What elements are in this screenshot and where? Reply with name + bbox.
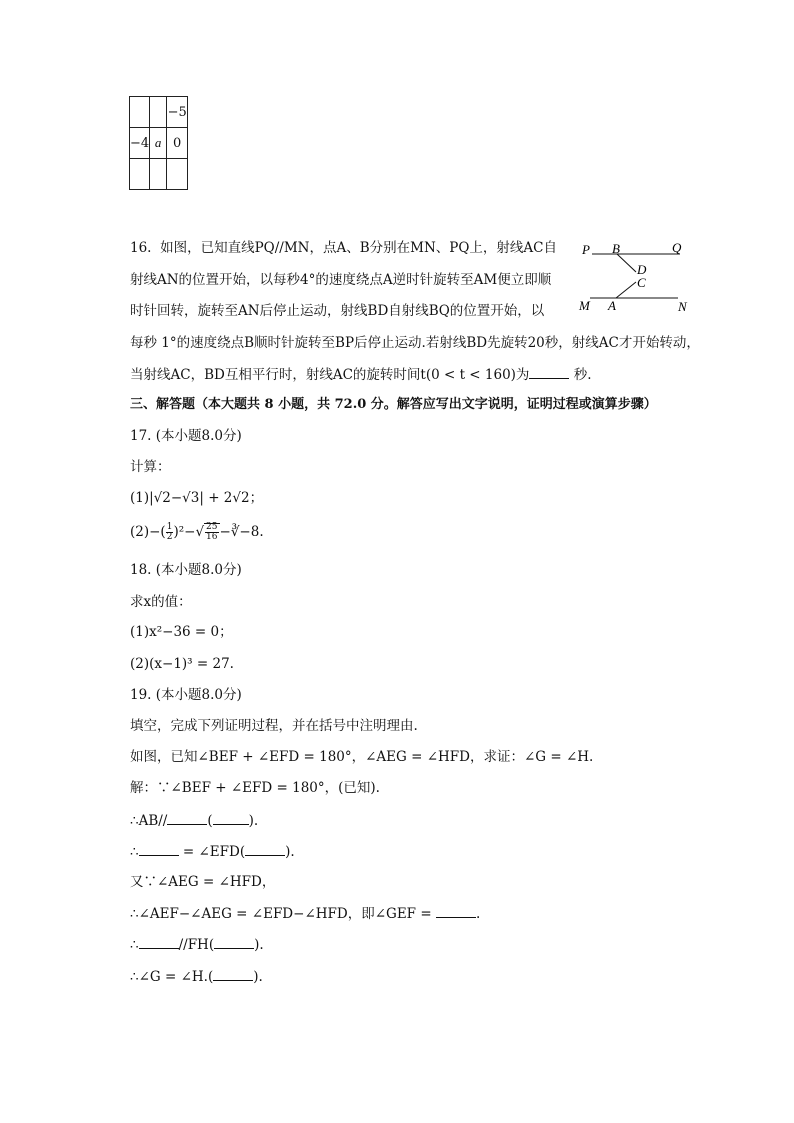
q19-text: ). [253,969,263,985]
label-B: B [612,241,620,256]
q19-step-5 [130,934,264,955]
q19-text: ). [285,844,295,860]
q17-text: −∛−8. [219,524,264,540]
q19-text: . [475,906,481,922]
grid-cell [150,97,167,128]
q19-step-2 [130,841,295,862]
reason-blank[interactable] [245,841,285,856]
answer-blank[interactable] [139,934,179,949]
grid-cell: 0 [167,128,188,159]
label-P: P [582,242,590,257]
q17-intro: 计算： [130,459,171,475]
grid-cell: −5 [167,97,188,128]
grid-cell [167,159,188,190]
q18-intro: 求x的值： [130,594,192,610]
q19-text: ∴∠G = ∠H.( [130,969,214,985]
q19-text: ( [207,813,213,829]
q16-figure [570,236,700,316]
q16-line-4: 每秒 1°的速度绕点B顺时针旋转至BP后停止运动.若射线BD先旋转20秒，射线AC才开始转动， [130,335,700,351]
q19-text: ∴ [130,937,139,953]
q16-text: 秒. [569,367,592,383]
q18-header: 18. (本小题8.0分) [130,562,242,578]
q19-text: //FH( [178,937,215,953]
number-grid [129,96,188,190]
q16-number: 16. [130,240,152,256]
grid-cell [150,159,167,190]
answer-blank[interactable] [529,364,569,379]
q19-step-3: 又∵∠AEG = ∠HFD， [130,874,276,890]
q16-line-3: 时针回转，旋转至AN后停止运动，射线BD自射线BQ的位置开始，以 [130,303,545,319]
q19-header: 19. (本小题8.0分) [130,687,242,703]
reason-blank[interactable] [213,966,253,981]
grid-cell [130,97,150,128]
q19-step-6 [130,966,263,987]
section-header: 三、解答题（本大题共 8 小题，共 72.0 分。解答应写出文字说明，证明过程或演算步骤） [130,397,657,412]
answer-blank[interactable] [167,810,207,825]
q19-text: ). [248,813,259,829]
label-M: M [579,298,590,313]
q19-text: ∴AB// [130,813,168,829]
q17-part1: (1)|√2−√3| + 2√2； [130,490,264,506]
q19-text: ). [254,937,264,953]
q16-text: 如图，已知直线PQ//MN，点A、B分别在MN、PQ上，射线AC自 [160,240,557,256]
label-N: N [678,299,687,314]
label-A: A [608,298,616,313]
q19-text: ∴ [130,844,139,860]
q17-text: )²− [173,524,196,540]
label-D: D [637,262,647,277]
q17-header: 17. (本小题8.0分) [130,428,242,444]
q16-text: 当射线AC，BD互相平行时，射线AC的旋转时间t(0 < t < 160)为 [130,367,530,383]
label-C: C [637,275,646,290]
frac-den: 16 [206,532,218,542]
grid-cell: −4 [130,128,150,159]
grid-cell [130,159,150,190]
q17-text: (2)−( [130,524,166,540]
fraction [205,523,218,542]
q16-line-5 [130,364,592,385]
q16-line-1 [130,238,557,258]
q19-step-4 [130,903,480,924]
q19-text: = ∠EFD( [178,844,246,860]
q17-part2: (2)−( $\frac{1}{2}$ )²−√ $\frac{25}{16}$ −∛−8. [130,522,264,542]
q19-solution: 解：∵∠BEF + ∠EFD = 180°，(已知). [130,780,380,796]
frac-num: 25 [206,522,218,532]
q18-part1: (1)x²−36 = 0； [130,624,233,640]
grid-cell: a [150,128,167,159]
q19-intro: 填空，完成下列证明过程，并在括号中注明理由. [130,718,418,734]
q19-given: 如图，已知∠BEF + ∠EFD = 180°，∠AEG = ∠HFD，求证：∠G = ∠H. [130,749,594,765]
q19-step-1 [130,810,258,831]
q16-line-2: 射线AN的位置开始，以每秒4°的速度绕点A逆时针旋转至AM便立即顺 [130,272,552,288]
reason-blank[interactable] [214,934,254,949]
reason-blank[interactable] [213,810,249,825]
frac-num: 1 [166,522,173,532]
label-Q: Q [672,240,682,255]
answer-blank[interactable] [139,841,179,856]
answer-blank[interactable] [436,903,476,918]
q19-text: ∴∠AEF−∠AEG = ∠EFD−∠HFD，即∠GEF = [130,906,436,922]
frac-den: 2 [166,532,173,542]
q18-part2: (2)(x−1)³ = 27. [130,656,234,672]
